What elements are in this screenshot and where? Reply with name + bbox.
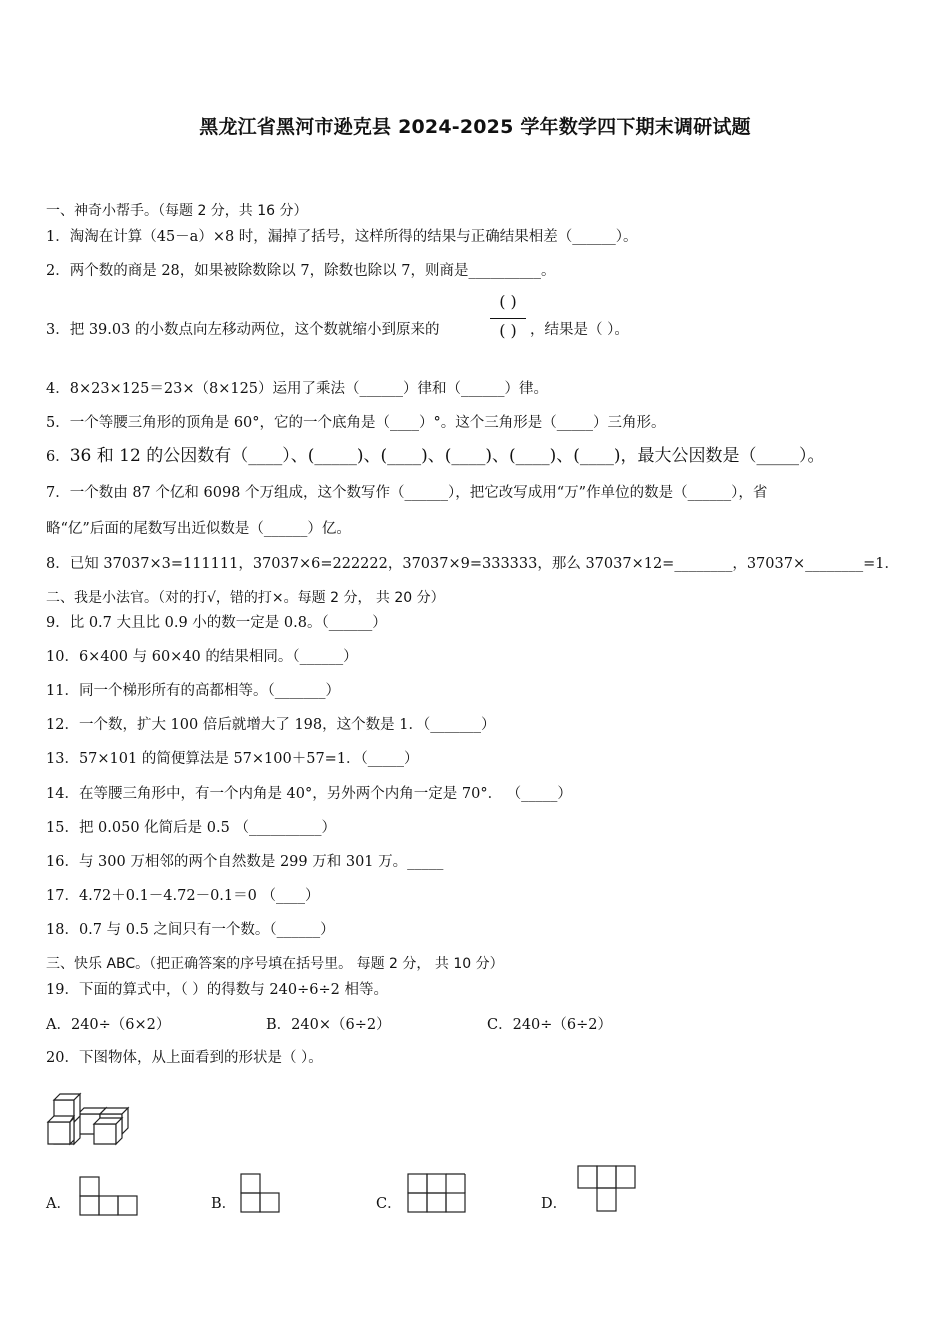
q19-option-b: B．240×（6÷2）: [266, 1017, 391, 1033]
question-3-tail: ，结果是（ ）。: [530, 322, 629, 338]
question-20: 20．下图物体，从上面看到的形状是（ ）。: [46, 1050, 323, 1066]
question-6: [46, 446, 825, 467]
section-2-heading: 二、我是小法官。（对的打√，错的打×。每题 2 分， 共 20 分）: [46, 590, 445, 606]
question-3-fraction: [486, 292, 530, 341]
question-8: 8．已知 37037×3=111111，37037×6=222222，37037×9=333333，那么 37037×12=________，37037×________=1．: [46, 556, 899, 572]
question-15: 15．把 0.050 化简后是 0.5 （__________）: [46, 820, 336, 836]
question-18: 18．0.7 与 0.5 之间只有一个数。（______）: [46, 922, 335, 938]
question-12: 12．一个数，扩大 100 倍后就增大了 198，这个数是 1．（_______）: [46, 717, 496, 733]
fraction-numerator: ( ): [499, 292, 517, 311]
question-11: 11．同一个梯形所有的高都相等。（_______）: [46, 683, 340, 699]
question-3-text: 3．把 39.03 的小数点向左移动两位，这个数就缩小到原来的: [46, 322, 440, 338]
section-3-heading: 三、快乐 ABC。（把正确答案的序号填在括号里。 每题 2 分， 共 10 分）: [46, 956, 504, 972]
q20-option-b-shape: [240, 1173, 282, 1215]
question-1: 1．淘淘在计算（45－a）×8 时，漏掉了括号，这样所得的结果与正确结果相差（______）。: [46, 229, 638, 245]
question-3: [46, 320, 439, 340]
q20-option-b-label: B．: [211, 1196, 237, 1212]
fraction-denominator: ( ): [499, 321, 517, 340]
question-14: 14．在等腰三角形中，有一个内角是 40°，另外两个内角一定是 70°． （_____）: [46, 786, 572, 802]
question-19: 19．下面的算式中，（ ）的得数与 240÷6÷2 相等。: [46, 982, 388, 998]
cube-figure: [44, 1082, 134, 1148]
question-16: 16．与 300 万相邻的两个自然数是 299 万和 301 万。_____: [46, 854, 444, 870]
question-6-number: 6．: [46, 449, 70, 465]
question-4: 4．8×23×125＝23×（8×125）运用了乘法（______）律和（______）律。: [46, 381, 549, 397]
question-7-line-1: 7．一个数由 87 个亿和 6098 个万组成，这个数写作（______），把它改写成用“万”作单位的数是（______），省: [46, 485, 768, 501]
question-13: 13．57×101 的简便算法是 57×100＋57=1．（_____）: [46, 751, 419, 767]
question-17: 17．4.72＋0.1－4.72－0.1＝0 （____）: [46, 888, 320, 904]
q19-option-a: A．240÷（6×2）: [46, 1017, 171, 1033]
page-title: 黑龙江省黑河市逊克县 2024-2025 学年数学四下期末调研试题: [199, 116, 751, 138]
q20-option-d-shape: [576, 1165, 638, 1215]
question-2: 2．两个数的商是 28，如果被除数除以 7，除数也除以 7，则商是__________。: [46, 263, 556, 279]
question-7-line-2: 略“亿”后面的尾数写出近似数是（______）亿。: [46, 521, 351, 537]
question-9: 9．比 0.7 大且比 0.9 小的数一定是 0.8。（______）: [46, 615, 387, 631]
q20-option-d-label: D．: [541, 1196, 568, 1212]
question-6-text: 36 和 12 的公因数有（____）、(_____)、(____)、(____)、(____)、(____)，最大公因数是（_____）。: [69, 446, 825, 466]
q20-option-c-shape: [406, 1173, 468, 1215]
q20-option-c-label: C．: [376, 1196, 402, 1212]
q20-option-a-label: A．: [46, 1196, 71, 1212]
question-10: 10．6×400 与 60×40 的结果相同。（______）: [46, 649, 358, 665]
q20-option-a-shape: [79, 1173, 139, 1217]
q19-option-c: C．240÷（6÷2）: [487, 1017, 613, 1033]
section-1-heading: 一、神奇小帮手。（每题 2 分，共 16 分）: [46, 203, 308, 219]
question-5: 5．一个等腰三角形的顶角是 60°，它的一个底角是（____）°。这个三角形是（_____）三角形。: [46, 415, 666, 431]
